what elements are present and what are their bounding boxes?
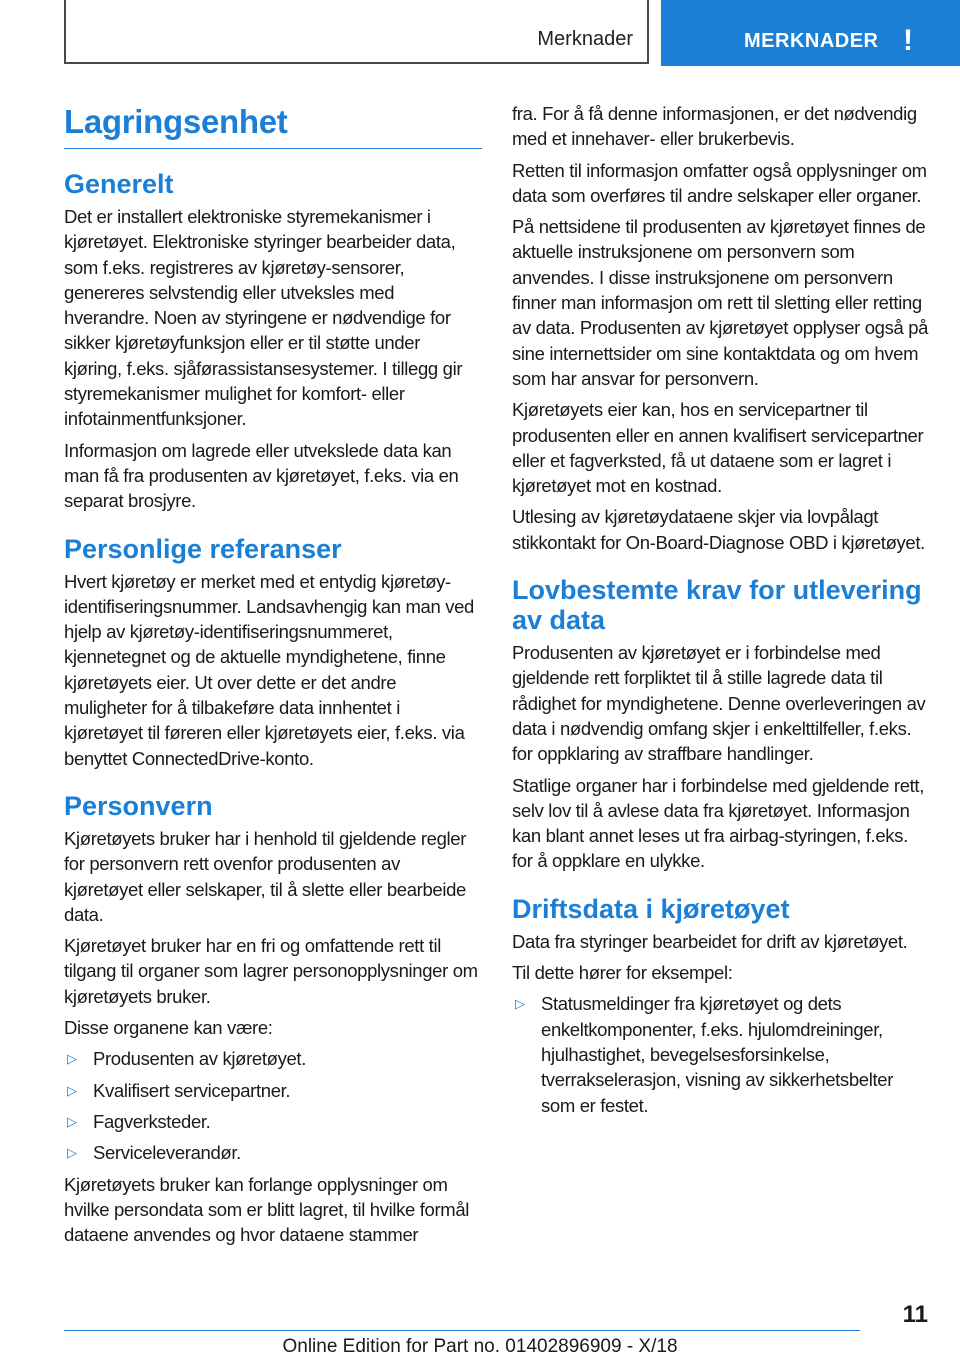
- triangle-bullet-icon: ▷: [67, 1082, 77, 1098]
- footer-edition: Online Edition for Part no. 01402896909 - X/18: [282, 1336, 678, 1357]
- paragraph: Til dette hører for eksempel:: [512, 962, 733, 984]
- heading-generelt: Generelt: [64, 169, 174, 199]
- triangle-bullet-icon: ▷: [515, 996, 525, 1012]
- paragraph: Det er installert elektroniske styremekanismer i kjøretøyet. Elektroniske styringer bearbeider data, som f.eks. registreres av kjøretøy-sensorer, genereres selvstendig eller utveksles med hverandre. Noen av styringene er nødvendige for sikker kjøretøyfunksjon eller er til støtte under kjøring, f.eks. sjåførassistansesystemer. I tillegg gir styremekanismer mulighet for komfort- eller infotainmentfunksjoner.: [64, 206, 463, 430]
- list-item-text: Serviceleverandør.: [93, 1142, 241, 1164]
- heading-personlige-referanser: Personlige referanser: [64, 533, 342, 564]
- bullet-list-driftsdata: [512, 991, 930, 1117]
- paragraph: Produsenten av kjøretøyet er i forbindelse med gjeldende rett forpliktet til å stille lagrede data til rådighet for myndighetene. Denne overleveringen av data i nødvendig omfang skjer i enkelttilfeller, f.eks. for oppklaring av straffbare handlinger.: [512, 642, 926, 765]
- paragraph: Kjøretøyet bruker har en fri og omfattende rett til tilgang til organer som lagrer personopplysninger om kjøretøyets bruker.: [64, 935, 478, 1007]
- paragraph: Informasjon om lagrede eller utvekslede data kan man få fra produsenten av kjøretøyet, f.eks. via en separat brosjyre.: [64, 439, 459, 512]
- chapter-tab[interactable]: [661, 0, 960, 66]
- list-item: [64, 1109, 482, 1134]
- list-item-text: Produsenten av kjøretøyet.: [93, 1048, 306, 1070]
- paragraph: Utlesing av kjøretøydataene skjer via lovpålagt stikkontakt for On-Board-Diagnose OBD i kjøretøyet.: [512, 506, 925, 553]
- paragraph: Kjøretøyets eier kan, hos en servicepartner til produsenten eller en annen kvalifisert servicepartner eller et fagverksted, få ut dataene som er lagret i kjøretøyet mot en kostnad.: [512, 399, 924, 497]
- page-number: 11: [902, 1301, 928, 1328]
- paragraph: Hvert kjøretøy er merket med et entydig kjøretøy-identifiseringsnummer. Landsavhengig kan man ved hjelp av kjøretøy-identifiseringsnummeret, kjennetegnet og de aktuelle myndighetene, finne kjøretøyets eier. Ut over dette er det andre muligheter for å tilbakeføre data innhentet i kjøretøyet til føreren eller kjøretøyets eier, f.eks. via benyttet ConnectedDrive-konto.: [64, 570, 474, 769]
- triangle-bullet-icon: ▷: [67, 1113, 77, 1129]
- heading-lovbestemte-krav: Lovbestemte krav for utlevering av data: [512, 575, 922, 636]
- chapter-tab-label: MERKNADER: [744, 30, 879, 52]
- list-item: [512, 991, 930, 1117]
- bullet-list-organs: [64, 1046, 482, 1165]
- list-item-text: Statusmeldinger fra kjøretøyet og dets enkeltkomponenter, f.eks. hjulomdreininger, hjulhastighet, bevegelsesforsinkelse, tverrakselerasjon, visning av sikkerhetsbelter som er festet.: [541, 993, 894, 1116]
- triangle-bullet-icon: ▷: [67, 1051, 77, 1067]
- left-column: [64, 100, 482, 1253]
- paragraph: Statlige organer har i forbindelse med gjeldende rett, selv lov til å avlese data fra kjøretøyet. Informasjon kan blant annet leses ut fra airbag-styringen, f.eks. for å oppklare en ulykke.: [512, 774, 925, 872]
- paragraph: Retten til informasjon omfatter også opplysninger om data som overføres til andre selskaper eller organer.: [512, 159, 927, 206]
- list-item-text: Kvalifisert servicepartner.: [93, 1079, 291, 1101]
- paragraph: Kjøretøyets bruker kan forlange opplysninger om hvilke persondata som er blitt lagret, til hvilke formål dataene anvendes og hvor dataene stammer: [64, 1173, 470, 1246]
- list-item-text: Fagverksteder.: [93, 1110, 211, 1132]
- page-title: Lagringsenhet: [64, 100, 482, 149]
- triangle-bullet-icon: ▷: [67, 1145, 77, 1161]
- heading-personvern: Personvern: [64, 790, 213, 821]
- list-item: [64, 1078, 482, 1103]
- list-item: [64, 1046, 482, 1071]
- right-column: [512, 101, 930, 1124]
- paragraph: Disse organene kan være:: [64, 1017, 273, 1039]
- paragraph: Kjøretøyets bruker har i henhold til gjeldende regler for personvern rett ovenfor produsenten av kjøretøyet eller selskaper, til å slette eller bearbeide data.: [64, 827, 467, 925]
- exclamation-icon: !: [903, 24, 913, 57]
- list-item: [64, 1140, 482, 1165]
- heading-driftsdata: Driftsdata i kjøretøyet: [512, 893, 790, 924]
- paragraph: Data fra styringer bearbeidet for drift av kjøretøyet.: [512, 930, 908, 952]
- paragraph: fra. For å få denne informasjonen, er det nødvendig med et innehaver- eller brukerbevis.: [512, 103, 917, 150]
- footer-divider: [64, 1330, 860, 1331]
- running-header: [64, 0, 649, 64]
- paragraph: På nettsidene til produsenten av kjøretøyet finnes de aktuelle instruksjonene om personvern som anvendes. I disse instruksjonene om personvern finner man informasjon om rett til sletting eller retting av data. Produsenten av kjøretøyet opplyser også på sine internettsider om sine kontaktdata og om hvem som har ansvar for personvern.: [512, 216, 929, 389]
- header-section-title: Merknader: [537, 28, 633, 50]
